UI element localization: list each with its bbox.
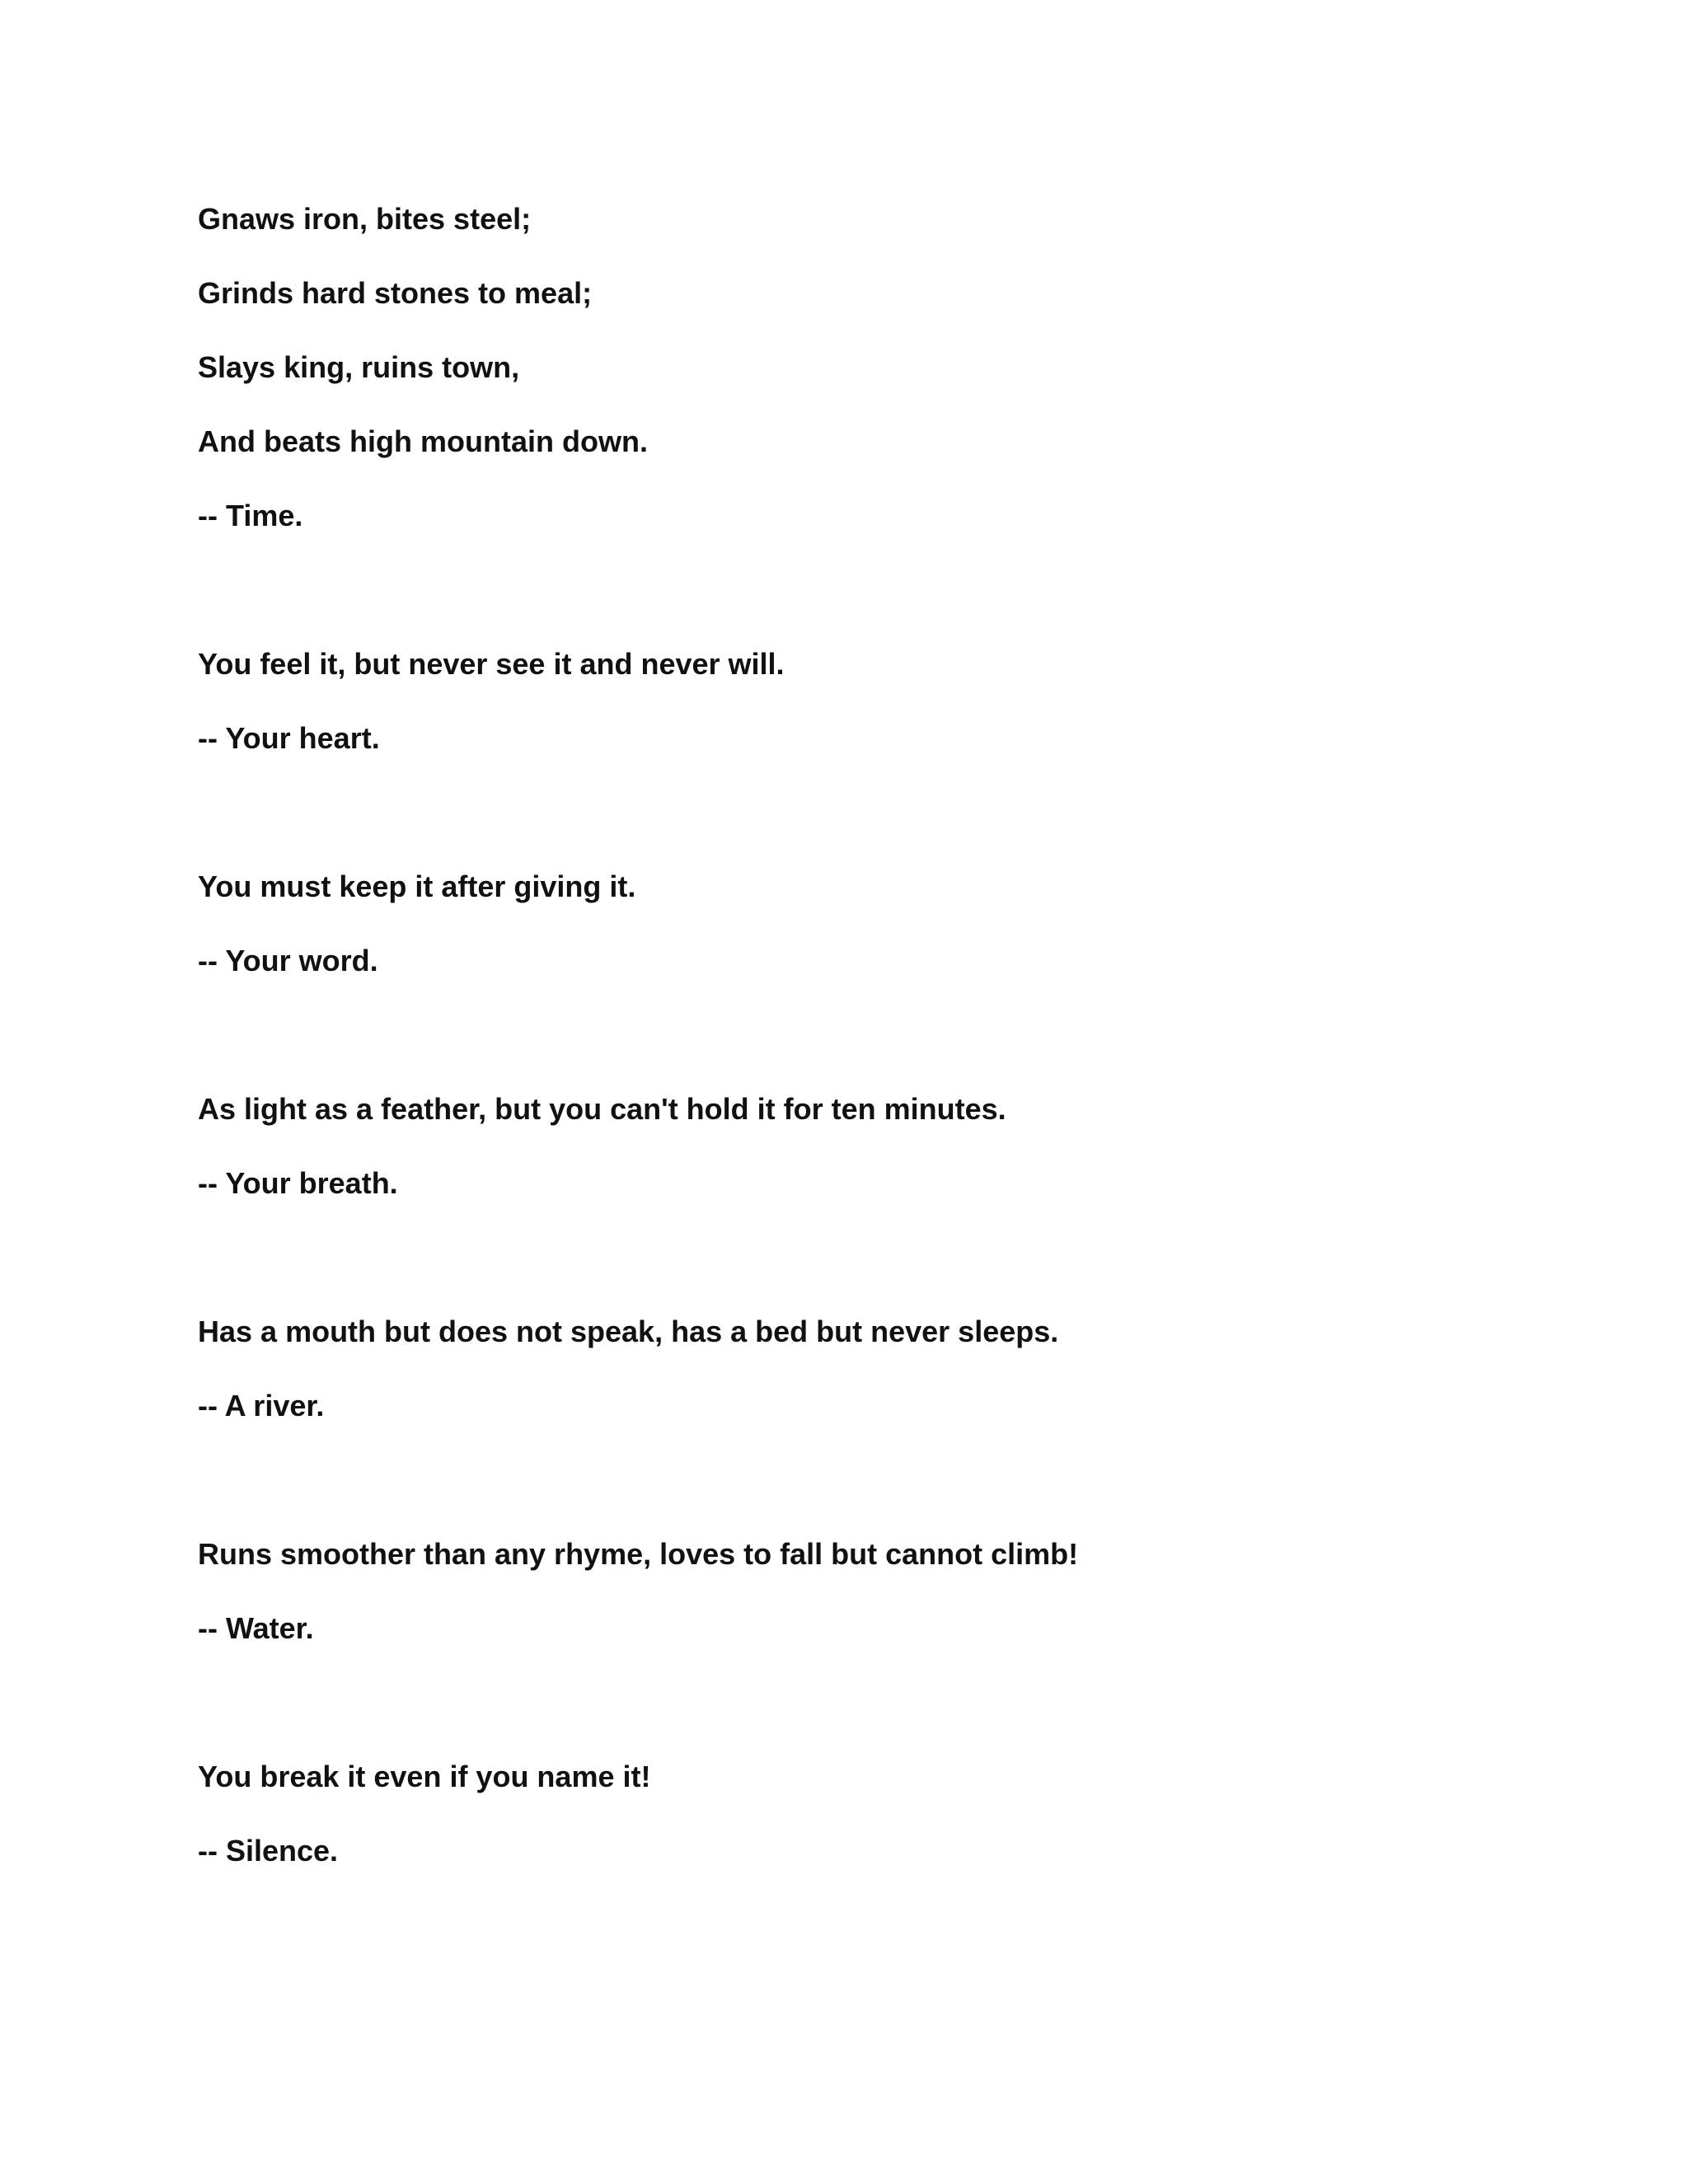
riddle-answer: -- Your heart.	[198, 721, 380, 755]
riddle-time	[198, 198, 1517, 569]
riddle-breath	[198, 1088, 1517, 1236]
riddle-answer: -- Time.	[198, 499, 303, 532]
riddle-answer: -- Your breath.	[198, 1166, 398, 1200]
riddle-line: You break it even if you name it!	[198, 1760, 651, 1793]
riddle-line: Slays king, ruins town,	[198, 350, 520, 384]
riddle-line: Runs smoother than any rhyme, loves to fall but cannot climb!	[198, 1537, 1079, 1571]
riddle-line: As light as a feather, but you can't hold it for ten minutes.	[198, 1092, 1006, 1126]
riddle-answer: -- Your word.	[198, 944, 378, 977]
riddle-word	[198, 865, 1517, 1014]
riddle-line: And beats high mountain down.	[198, 424, 648, 458]
riddle-line: You feel it, but never see it and never will.	[198, 647, 785, 681]
riddle-answer: -- Water.	[198, 1611, 314, 1645]
riddle-heart	[198, 643, 1517, 791]
riddle-silence	[198, 1755, 1517, 1904]
riddle-line: You must keep it after giving it.	[198, 869, 636, 903]
riddle-answer: -- A river.	[198, 1389, 325, 1422]
riddle-line: Gnaws iron, bites steel;	[198, 202, 532, 236]
riddle-line: Grinds hard stones to meal;	[198, 276, 593, 310]
riddle-water	[198, 1533, 1517, 1681]
riddle-river	[198, 1310, 1517, 1459]
riddle-line: Has a mouth but does not speak, has a bed but never sleeps.	[198, 1315, 1059, 1348]
riddle-answer: -- Silence.	[198, 1834, 339, 1868]
riddle-list	[198, 198, 1517, 1978]
